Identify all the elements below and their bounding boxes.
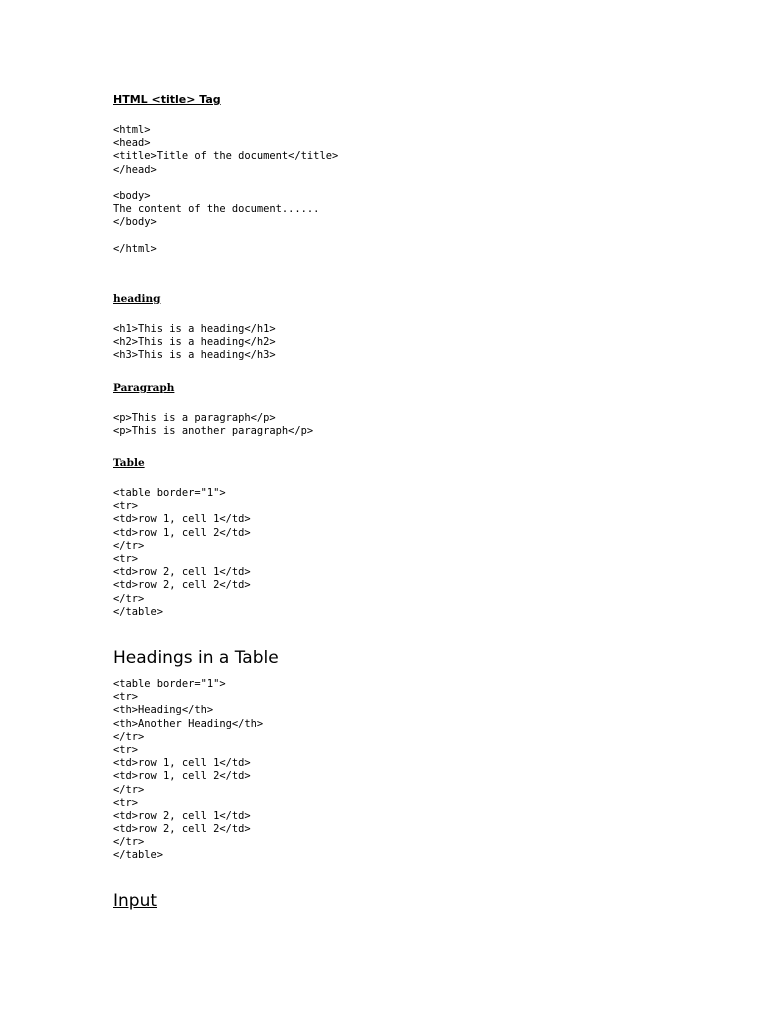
code-line: <td>row 1, cell 2</td> [113,526,251,539]
code-line: </tr> [113,783,145,796]
code-line: <html> [113,124,151,136]
headings-table-code-block [113,678,263,863]
code-line: <tr> [113,691,139,704]
code-line: The content of the document...... [113,203,320,216]
headings-table-section-heading: Headings in a Table [113,648,279,668]
code-line: </html> [113,242,157,255]
code-line: <td>row 1, cell 1</td> [113,757,251,770]
code-line: <head> [113,137,151,150]
code-line: <td>row 2, cell 2</td> [113,823,251,836]
code-line: <p>This is another paragraph</p> [113,425,314,438]
code-line [113,177,338,190]
code-line: <title>Title of the document</title> [113,150,339,163]
code-line: </head> [113,163,157,176]
input-section-heading: Input [113,891,158,911]
code-line: <p>This is a paragraph</p> [113,412,276,424]
heading-code-block [113,323,276,363]
code-line: <td>row 1, cell 2</td> [113,770,251,783]
code-line: <td>row 1, cell 1</td> [113,513,251,526]
paragraph-section-heading: Paragraph [113,382,175,394]
code-line: </table> [113,849,164,862]
code-line: <td>row 2, cell 2</td> [113,579,251,592]
code-line: <h1>This is a heading</h1> [113,323,276,335]
title-tag-code-block [113,124,338,256]
code-line: </body> [113,216,157,229]
code-line: <tr> [113,743,139,756]
code-line [113,230,338,243]
code-line: <body> [113,189,151,202]
code-line: <tr> [113,500,139,513]
code-line: <td>row 2, cell 1</td> [113,566,251,579]
code-line: </tr> [113,730,145,743]
code-line: </tr> [113,592,145,605]
code-line: <table border="1"> [113,487,226,499]
paragraph-code-block [113,412,313,438]
code-line: <th>Heading</th> [113,704,214,717]
code-line: <h3>This is a heading</h3> [113,349,276,362]
heading-section-heading: heading [113,293,161,305]
table-code-block [113,487,251,619]
code-line: <table border="1"> [113,678,226,690]
code-line: </tr> [113,836,145,849]
code-line: <tr> [113,796,139,809]
table-section-heading: Table [113,457,145,469]
code-line: <td>row 2, cell 1</td> [113,809,251,822]
code-line: <h2>This is a heading</h2> [113,336,276,349]
code-line: <tr> [113,552,139,565]
code-line: <th>Another Heading</th> [113,717,264,730]
code-line: </tr> [113,539,145,552]
code-line: </table> [113,605,164,618]
title-tag-heading: HTML <title> Tag [113,93,221,106]
